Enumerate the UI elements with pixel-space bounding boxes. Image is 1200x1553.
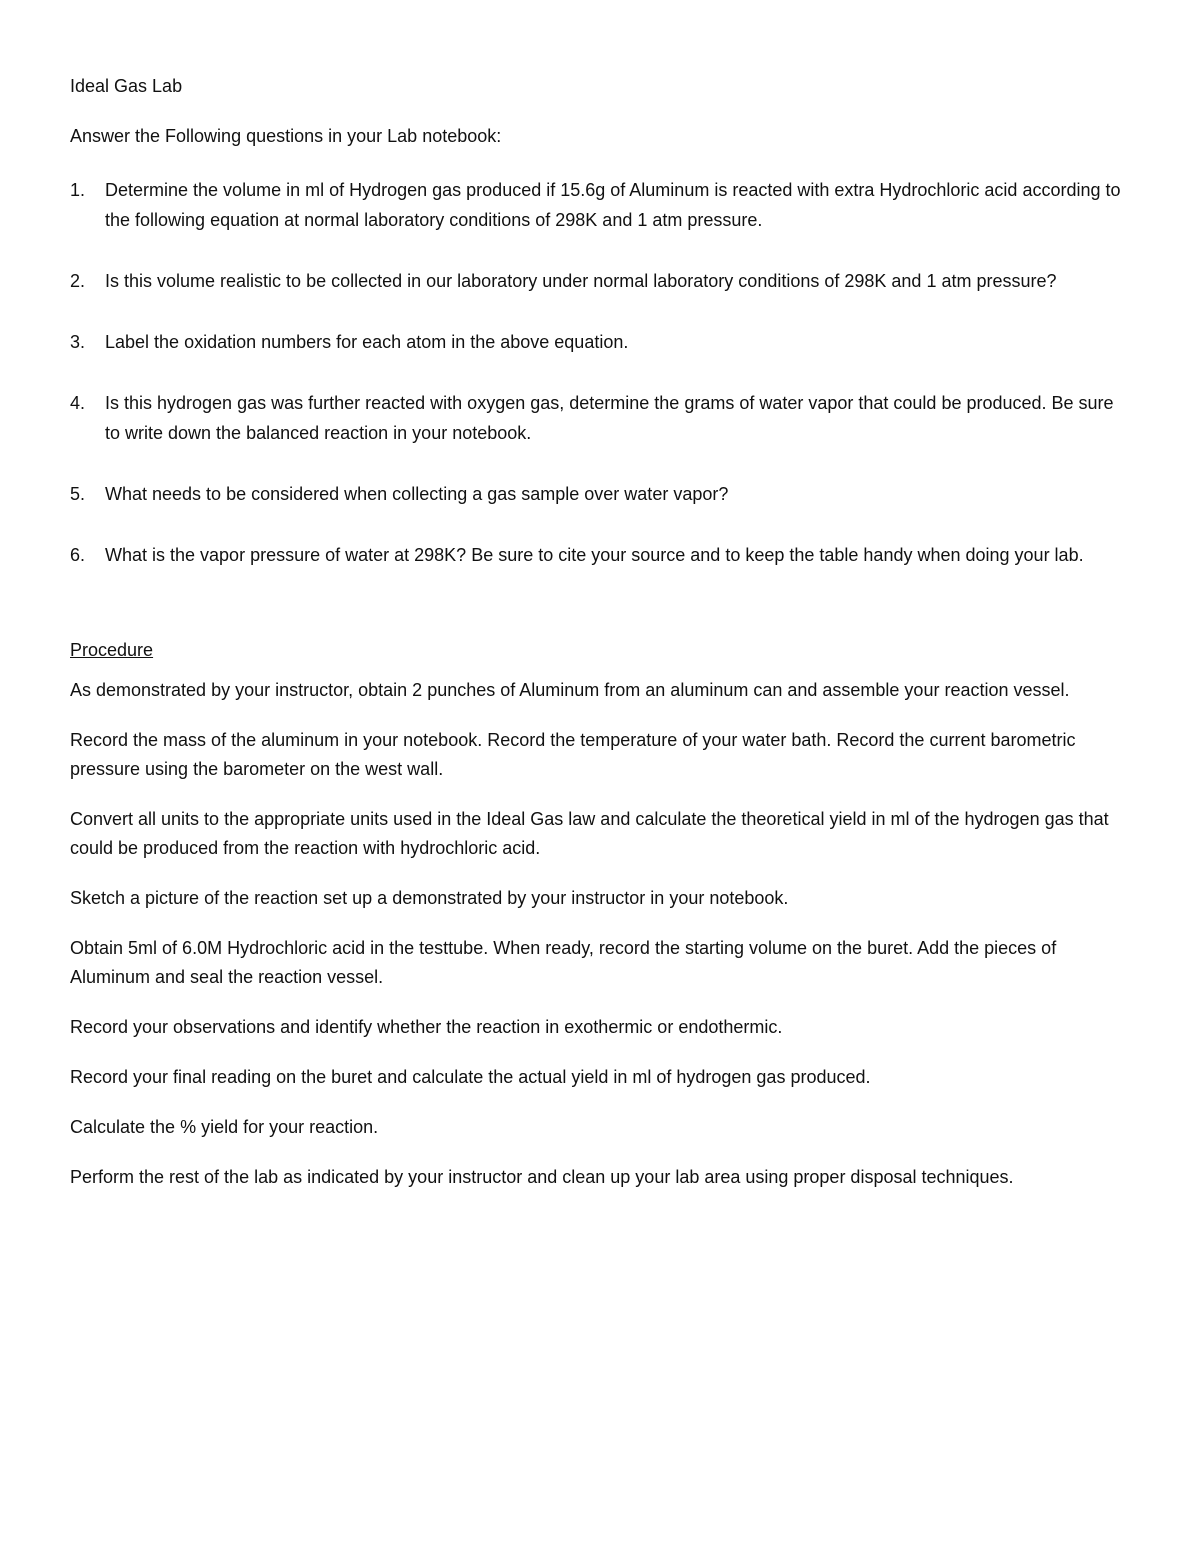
question-text: Is this hydrogen gas was further reacted with oxygen gas, determine the grams of water vapor that could be produced. Be sure to write down the balanced reaction in your notebook. — [105, 393, 1114, 443]
procedure-step: Record the mass of the aluminum in your notebook. Record the temperature of your water bath. Record the current barometric pressure using the barometer on the west wall. — [70, 730, 1076, 779]
procedure-step: Sketch a picture of the reaction set up a demonstrated by your instructor in your notebook. — [70, 888, 789, 908]
procedure-section — [70, 676, 1130, 1192]
question-list — [70, 175, 1130, 570]
question-number: 6. — [70, 545, 86, 565]
procedure-step: Obtain 5ml of 6.0M Hydrochloric acid in the testtube. When ready, record the starting volume on the buret. Add the pieces of Aluminum and seal the reaction vessel. — [70, 938, 1057, 987]
question-text: Label the oxidation numbers for each atom in the above equation. — [105, 332, 629, 352]
procedure-heading: Procedure — [70, 640, 154, 660]
question-number: 3. — [70, 332, 86, 352]
question-text: What needs to be considered when collecting a gas sample over water vapor? — [105, 484, 729, 504]
document-title: Ideal Gas Lab — [70, 76, 183, 96]
question-text: Is this volume realistic to be collected in our laboratory under normal laboratory conditions of 298K and 1 atm pressure? — [105, 271, 1057, 291]
question-item — [70, 266, 1130, 296]
question-item — [70, 388, 1130, 448]
procedure-step: Record your final reading on the buret and calculate the actual yield in ml of hydrogen gas produced. — [70, 1067, 871, 1087]
instructions-text: Answer the Following questions in your Lab notebook: — [70, 126, 502, 146]
procedure-step: As demonstrated by your instructor, obtain 2 punches of Aluminum from an aluminum can and assemble your reaction vessel. — [70, 680, 1070, 700]
question-item — [70, 540, 1130, 570]
question-item — [70, 479, 1130, 509]
question-item — [70, 327, 1130, 357]
procedure-step: Perform the rest of the lab as indicated by your instructor and clean up your lab area using proper disposal techniques. — [70, 1167, 1014, 1187]
question-item — [70, 175, 1130, 235]
question-text: What is the vapor pressure of water at 298K? Be sure to cite your source and to keep the table handy when doing your lab. — [105, 545, 1084, 565]
procedure-step: Record your observations and identify whether the reaction in exothermic or endothermic. — [70, 1017, 783, 1037]
question-text: Determine the volume in ml of Hydrogen gas produced if 15.6g of Aluminum is reacted with extra Hydrochloric acid according to the following equation at normal laboratory conditions of 298K and 1 atm pressure. — [105, 180, 1121, 230]
question-number: 4. — [70, 393, 86, 413]
procedure-step: Convert all units to the appropriate units used in the Ideal Gas law and calculate the theoretical yield in ml of the hydrogen gas that could be produced from the reaction with hydrochloric acid. — [70, 809, 1109, 858]
question-number: 2. — [70, 271, 86, 291]
question-number: 1. — [70, 180, 86, 200]
question-number: 5. — [70, 484, 86, 504]
document-page — [70, 74, 1130, 1192]
procedure-step: Calculate the % yield for your reaction. — [70, 1117, 379, 1137]
